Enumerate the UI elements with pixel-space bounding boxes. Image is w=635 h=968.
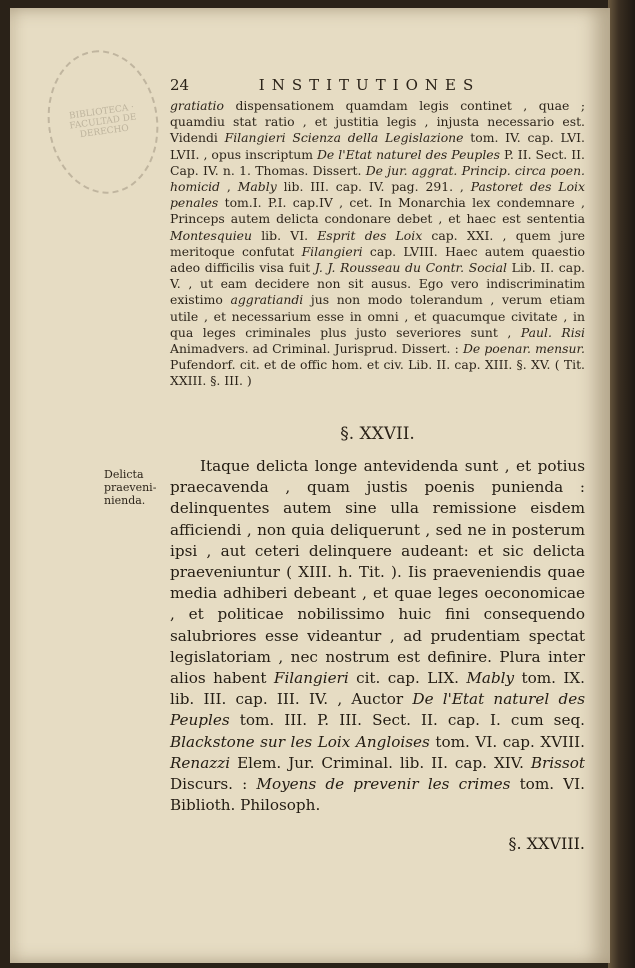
footnote-text-run: P. II. Sect. II. Cap. IV. n. 1. Thomas. Dissert. [170, 146, 585, 178]
footnote-text-run: , [220, 179, 238, 195]
body-text-run: tom. III. P. III. Sect. II. cap. I. cum seq. [229, 711, 585, 730]
body-italic-run: Brissot [530, 753, 585, 772]
footnote-italic-run: aggratiandi [230, 292, 304, 308]
footnote-italic-run: J. J. Rousseau du Contr. Social [314, 260, 507, 276]
body-italic-run: De l'Etat naturel des Peuples [170, 690, 585, 730]
footnote-block [170, 98, 585, 390]
footnote-text-run: tom. IV. cap. LVI. LVII. , opus inscriptum [170, 130, 585, 162]
page-header [170, 76, 550, 94]
body-text-run: tom. VI. Biblioth. Philosoph. [170, 775, 585, 815]
footnote-italic-run: De poenar. mensur. [462, 341, 585, 357]
body-italic-run: Filangieri [273, 669, 349, 688]
section-body [170, 456, 585, 816]
body-text-run: Itaque delicta longe antevidenda sunt , et potius praecavenda , quam justis poenis punienda : delinquentes autem sine ulla remissione eisdem afficiendi , non quia deliquerunt , sed ne in posterum ipsi , aut ceteri delinquere audeant: et sic delicta praeveniuntur ( XIII. h. Tit. ). Iis praeveniendis quae media adhiberi debeant , et quae leges oeconomicae , et politicae nobilissimo huic fini consequendo salubriores esse videantur , ad prudentiam spectat legislatoriam , nec nostrum est definire. Plura inter alios habent [170, 457, 585, 688]
footnote-text-run: lib. III. cap. IV. pag. 291. , [276, 179, 471, 195]
footnote-italic-run: Montesquieu [170, 227, 252, 243]
catchword: §. XXVIII. [508, 834, 585, 853]
body-italic-run: Moyens de prevenir les crimes [256, 775, 511, 794]
section-heading: §. XXVII. [340, 424, 415, 444]
footnote-text-run: Animadvers. ad Criminal. Jurisprud. Dissert. : [170, 341, 463, 357]
footnote-text-run: cap. LVIII. Haec autem quaestio adeo difficilis visa fuit [170, 243, 585, 276]
footnote-paragraph [170, 98, 585, 390]
footnote-italic-run: Mably [237, 179, 277, 195]
body-text-run: Discurs. : [170, 775, 257, 794]
body-italic-run: Blackstone sur les Loix Angloises [170, 732, 430, 751]
footnote-italic-run: Pastoret des Loix penales [170, 179, 585, 211]
footnote-text-run: cap. XXI. , quem jure meritoque confutat [170, 227, 585, 259]
footnote-italic-run: De l'Etat naturel des Peuples [316, 146, 500, 162]
body-text-run: tom. VI. cap. XVIII. [429, 732, 585, 751]
page-number: 24 [170, 76, 190, 94]
body-paragraph [170, 456, 585, 816]
book-gutter [608, 0, 635, 968]
footnote-text-run: Lib. II. cap. V. , ut eam decidere non sit ausus. Ego vero indiscriminatim existimo [170, 260, 585, 308]
body-italic-run: Renazzi [170, 753, 231, 772]
footnote-italic-run: Paul. Risi [520, 324, 585, 340]
footnote-italic-run: Filangieri [301, 243, 363, 259]
body-text-run: tom. IX. lib. III. cap. III. IV. , Auctor [170, 669, 585, 709]
running-title: INSTITUTIONES [258, 76, 481, 94]
footnote-text-run: lib. VI. [252, 227, 318, 243]
margin-note: Delicta praeveni-nienda. [104, 468, 157, 507]
body-text-run: cit. cap. LIX. [348, 669, 467, 688]
stamp-text: BIBLIOTECA · FACULTAD DE DERECHO [68, 102, 138, 141]
footnote-italic-run: gratiatio [170, 98, 224, 113]
footnote-italic-run: Esprit des Loix [317, 227, 423, 243]
footnote-text-run: Pufendorf. cit. et de offic hom. et civ. Lib. II. cap. XIII. §. XV. ( Tit. XXIII. §. III. ) [170, 357, 585, 389]
footnote-italic-run: De jur. aggrat. Princip. circa poen. homicid [170, 162, 585, 195]
footnote-italic-run: Filangieri Scienza della Legislazione [224, 130, 464, 146]
body-text-run: Elem. Jur. Criminal. lib. II. cap. XIV. [230, 753, 531, 772]
body-italic-run: Mably [466, 669, 515, 688]
footnote-text-run: tom.I. P.I. cap.IV , cet. In Monarchia lex condemnare , Princeps autem delicta condonare debet , et haec est sententia [170, 195, 585, 227]
footnote-text-run: jus non modo tolerandum , verum etiam utile , et necessarium esse in omni , et quacumque civitate , in qua leges criminales plus justo severiores sunt , [170, 292, 586, 340]
footnote-text-run: dispensationem quamdam legis continet , quae ; quamdiu stat ratio , et justitia legis , injusta necessario est. Videndi [170, 98, 585, 146]
